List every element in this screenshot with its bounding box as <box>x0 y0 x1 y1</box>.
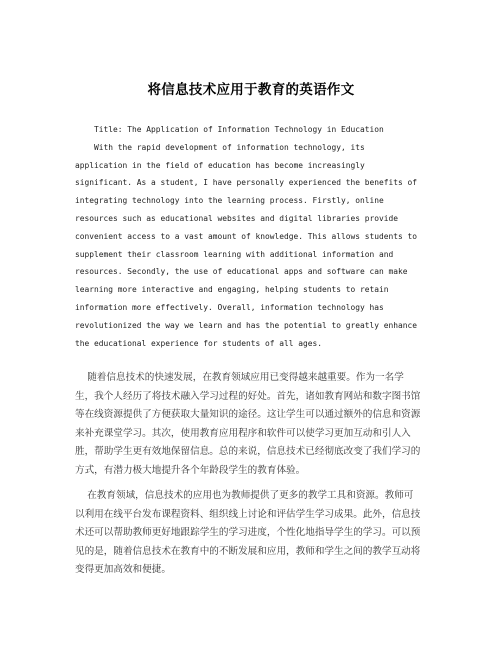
chinese-line: 变得更加高效和便捷。 <box>75 564 171 576</box>
english-line: significant. As a student, I have personally experienced the benefits of <box>75 178 418 188</box>
english-line: information more effectively. Overall, information technology has <box>75 302 384 312</box>
english-line: convenient access to a vast amount of knowledge. This allows students to <box>75 231 418 241</box>
chinese-line: 术还可以帮助教师更好地跟踪学生的学习进度，个性化地指导学生的学习。可以预 <box>75 527 421 539</box>
chinese-line: 在教育领域，信息技术的应用也为教师提供了更多的教学工具和资源。教师可 <box>75 490 414 501</box>
document-title: 将信息技术应用于教育的英语作文 <box>147 82 355 98</box>
english-line: resources such as educational websites and digital libraries provide <box>75 213 399 223</box>
chinese-line: 等在线资源提供了方便获取大量知识的途径。这让学生可以通过额外的信息和资源 <box>75 409 421 421</box>
chinese-line: 来补充课堂学习。其次，使用教育应用程序和软件可以使学习更加互动和引人入 <box>75 427 411 439</box>
english-line: Title: The Application of Information Technology in Education <box>75 125 384 134</box>
chinese-line: 胜，帮助学生更有效地保留信息。总的来说，信息技术已经彻底改变了我们学习的 <box>75 446 421 458</box>
chinese-line: 生，我个人经历了将技术融入学习过程的好处。首先，诸如教育网站和数字图书馆 <box>75 390 421 402</box>
english-line: learning more interactive and engaging, helping students to retain <box>75 285 389 295</box>
chinese-paragraph-1 <box>75 369 430 481</box>
chinese-line: 方式，有潜力极大地提升各个年龄段学生的教育体验。 <box>75 464 306 476</box>
chinese-line: 随着信息技术的快速发展，在教育领域应用已变得越来越重要。作为一名学 <box>75 372 404 383</box>
english-line: revolutionized the way we learn and has the potential to greatly enhance <box>75 320 418 330</box>
english-essay <box>75 121 430 352</box>
english-line: With the rapid development of information technology, its <box>75 142 365 152</box>
chinese-paragraph-2 <box>75 487 430 580</box>
english-line: resources. Secondly, the use of educational apps and software can make <box>75 267 408 277</box>
english-line: integrating technology into the learning process. Firstly, online <box>75 196 384 206</box>
chinese-line: 以利用在线平台发布课程资料、组织线上讨论和评估学生学习成果。此外，信息技 <box>75 508 421 520</box>
english-line: application in the field of education has become increasingly <box>75 160 365 170</box>
english-line: the educational experience for students of all ages. <box>75 338 323 348</box>
english-line: supplement their classroom learning with additional information and <box>75 249 394 259</box>
chinese-line: 见的是，随着信息技术在教育中的不断发展和应用，教师和学生之间的教学互动将 <box>75 545 421 557</box>
